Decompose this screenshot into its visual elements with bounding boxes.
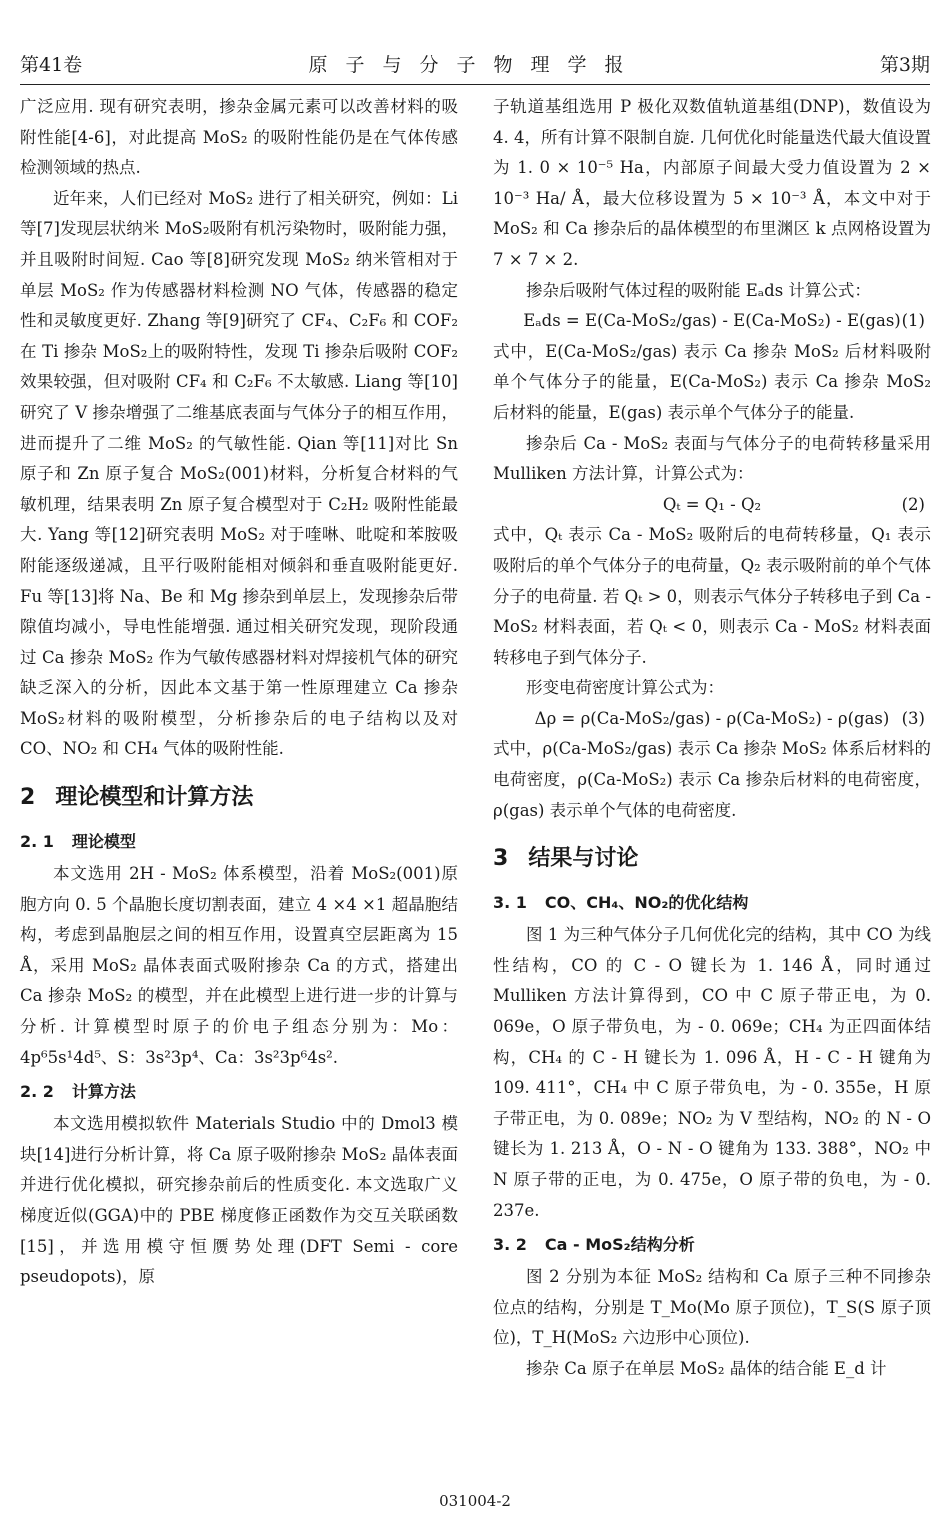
journal-title: 原子与分子物理学报 [308,54,642,76]
subsection-number: 2. 2 [20,1082,54,1102]
subsection-title: CO、CH₄、NO₂的优化结构 [544,893,749,913]
section-number: 3 [493,846,509,872]
paragraph: 图 1 为三种气体分子几何优化完的结构，其中 CO 为线性结构，CO 的 C - O 键长为 1. 146 Å，同时通过 Mulliken 方法计算得到，CO 中 C 原子带正电，为 0. 069e，O 原子带负电，为 - 0. 069e；CH₄ 为正四面体结构，CH₄ 的 C - H 键长为 1. 096 Å，H - C - H 键角为 109. 411°，CH₄ 中 C 原子带负电，为 - 0. 355e，H 原子带正电，为 0. 089e；NO₂ 为 V 型结构，NO₂ 的 N - O 键长为 1. 213 Å，O - N - O 键角为 133. 388°，NO₂ 中 N 原子带的正电，为 0. 475e，O 原子带的负电，为 - 0. 237e. [493,925,931,1220]
right-column [493,92,931,1385]
subsection-number: 3. 1 [493,893,527,913]
subsection-heading [493,1230,931,1260]
subsection-title: 理论模型 [71,832,136,852]
section-number: 2 [20,785,36,811]
subsection-title: Ca - MoS₂结构分析 [544,1235,695,1255]
equation-body: Qₜ = Q₁ - Q₂ [662,494,762,514]
paragraph: 本文选用模拟软件 Materials Studio 中的 Dmol3 模块[14]进行分析计算，将 Ca 原子吸附掺杂 MoS₂ 晶体表面并进行优化模拟，研究掺杂前后的性质变化. 本文选取广义梯度近似(GGA)中的 PBE 梯度修正函数作为交互关联函数[15]，并选用模守恒赝势处理(DFT Semi - core pseudopots)，原 [20,1114,458,1287]
section-heading [493,844,931,874]
issue-label: 第3期 [879,54,930,76]
equation-number: (3) [901,708,925,728]
paragraph: 掺杂后吸附气体过程的吸附能 Eₐds 计算公式： [526,280,871,300]
subsection-heading [20,827,458,857]
paragraph: 式中，E(Ca-MoS₂/gas) 表示 Ca 掺杂 MoS₂ 后材料吸附单个气体分子的能量，E(Ca-MoS₂) 表示 Ca 掺杂 MoS₂ 后材料的能量，E(gas) 表示单个气体分子的能量. [493,341,931,422]
page-number: 031004-2 [439,1492,511,1510]
paragraph: 广泛应用. 现有研究表明，掺杂金属元素可以改善材料的吸附性能[4-6]，对此提高 MoS₂ 的吸附性能仍是在气体传感检测领域的热点. [20,97,458,178]
paragraph: 掺杂后 Ca - MoS₂ 表面与气体分子的电荷转移量采用 Mulliken 方法计算，计算公式为： [493,433,931,484]
paragraph: 子轨道基组选用 P 极化双数值轨道基组(DNP)，数值设为 4. 4，所有计算不限制自旋. 几何优化时能量迭代最大值设置为 1. 0 × 10⁻⁵ Ha，内部原子间最大受力值设置为 2 × 10⁻³ Ha/ Å，最大位移设置为 5 × 10⁻³ Å，本文中对于 MoS₂ 和 Ca 掺杂后的晶体模型的布里渊区 k 点网格设置为 7 × 7 × 2. [493,97,931,269]
subsection-number: 2. 1 [20,832,54,852]
left-column [20,92,458,1293]
equation-2 [493,490,931,521]
section-title: 理论模型和计算方法 [55,785,254,811]
equation-1 [493,306,931,337]
section-heading [20,783,458,813]
paragraph: 形变电荷密度计算公式为： [526,678,724,698]
running-header [20,50,930,80]
equation-number: (1) [901,311,925,331]
paragraph: 式中，ρ(Ca-MoS₂/gas) 表示 Ca 掺杂 MoS₂ 体系后材料的电荷密度，ρ(Ca-MoS₂) 表示 Ca 掺杂后材料的电荷密度，ρ(gas) 表示单个气体的电荷密度. [493,739,931,820]
paragraph: 图 2 分别为本征 MoS₂ 结构和 Ca 原子三种不同掺杂位点的结构，分别是 T_Mo(Mo 原子顶位)，T_S(S 原子顶位)，T_H(MoS₂ 六边形中心顶位). [493,1267,931,1348]
subsection-heading [493,888,931,918]
paragraph: 掺杂 Ca 原子在单层 MoS₂ 晶体的结合能 E_d 计 [526,1358,887,1378]
paragraph: 近年来，人们已经对 MoS₂ 进行了相关研究，例如：Li 等[7]发现层状纳米 MoS₂吸附有机污染物时，吸附能力强，并且吸附时间短. Cao 等[8]研究发现 MoS₂ 纳米管相对于单层 MoS₂ 作为传感器材料检测 NO 气体，传感器的稳定性和灵敏度更好. Zhang 等[9]研究了 CF₄、C₂F₆ 和 COF₂ 在 Ti 掺杂 MoS₂上的吸附特性，发现 Ti 掺杂后吸附 COF₂ 效果较强，但对吸附 CF₄ 和 C₂F₆ 不太敏感. Liang 等[10]研究了 V 掺杂增强了二维基底表面与气体分子的相互作用，进而提升了二维 MoS₂ 的气敏性能. Qian 等[11]对比 Sn 原子和 Zn 原子复合 MoS₂(001)材料，分析复合材料的气敏机理，结果表明 Zn 原子复合模型对于 C₂H₂ 吸附性能最大. Yang 等[12]研究表明 MoS₂ 对于喹啉、吡啶和苯胺吸附能逐级递减，且平行吸附能相对倾斜和垂直吸附能更好. Fu 等[13]将 Na、Be 和 Mg 掺杂到单层上，发现掺杂后带隙值均减小，导电性能增强. 通过相关研究发现，现阶段通过 Ca 掺杂 MoS₂ 作为气敏传感器材料对焊接机气体的研究缺乏深入的分析，因此本文基于第一性原理建立 Ca 掺杂 MoS₂材料的吸附模型，分析掺杂后的电子结构以及对 CO、NO₂ 和 CH₄ 气体的吸附性能. [20,188,458,759]
paragraph: 本文选用 2H - MoS₂ 体系模型，沿着 MoS₂(001)原胞方向 0. 5 个晶胞长度切割表面，建立 4 ×4 ×1 超晶胞结构，考虑到晶胞层之间的相互作用，设置真空层距离为 15 Å，采用 MoS₂ 晶体表面式吸附掺杂 Ca 的方式，搭建出 Ca 掺杂 MoS₂ 的模型，并在此模型上进行进一步的计算与分析. 计算模型时原子的价电子组态分别为：Mo：4p⁶5s¹4d⁵、S：3s²3p⁴、Ca：3s²3p⁶4s². [20,864,458,1067]
subsection-title: 计算方法 [71,1082,136,1102]
subsection-number: 3. 2 [493,1235,527,1255]
paragraph: 式中，Qₜ 表示 Ca - MoS₂ 吸附后的电荷转移量，Q₁ 表示吸附后的单个气体分子的电荷量，Q₂ 表示吸附前的单个气体分子的电荷量. 若 Qₜ > 0，则表示气体分子转移电子到 Ca - MoS₂ 材料表面，若 Qₜ < 0，则表示 Ca - MoS₂ 材料表面转移电子到气体分子. [493,525,931,667]
equation-body: Δρ = ρ(Ca-MoS₂/gas) - ρ(Ca-MoS₂) - ρ(gas) [534,708,890,728]
volume-label: 第41卷 [20,54,83,76]
header-rule [20,84,930,85]
equation-number: (2) [901,494,925,514]
subsection-heading [20,1077,458,1107]
equation-3 [493,704,931,735]
section-title: 结果与讨论 [528,846,639,872]
equation-body: Eₐds = E(Ca-MoS₂/gas) - E(Ca-MoS₂) - E(gas) [523,311,901,331]
